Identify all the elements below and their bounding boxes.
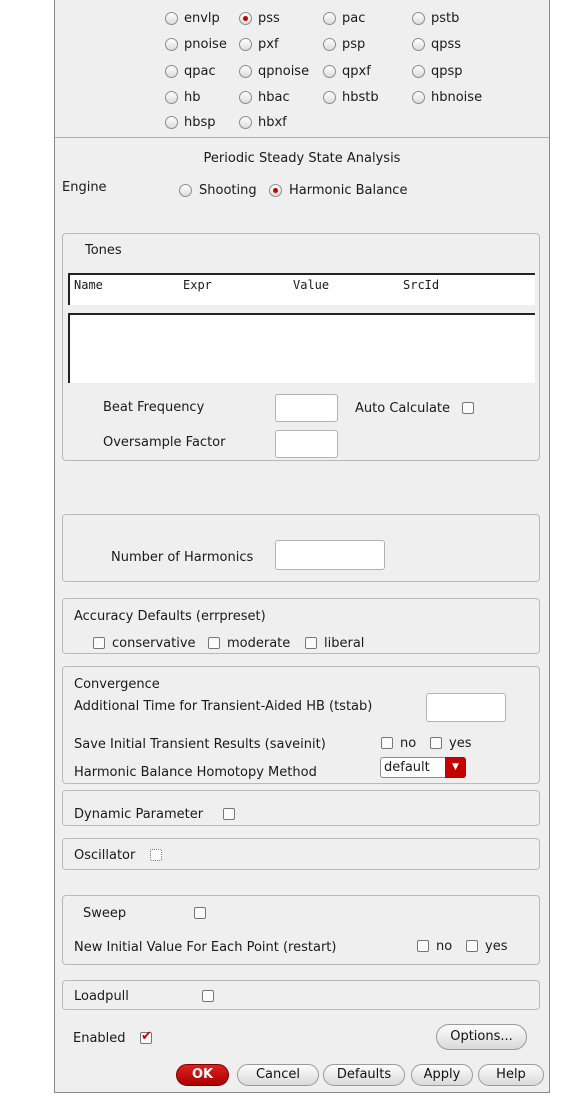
column-srcid: SrcId [403, 278, 440, 292]
beat-frequency-label: Beat Frequency [103, 400, 205, 415]
analysis-label-qpsp[interactable]: qpsp [431, 64, 463, 79]
analysis-radio-envlp[interactable] [165, 12, 178, 25]
analysis-label-hbxf[interactable]: hbxf [258, 115, 287, 130]
auto-calculate-label: Auto Calculate [355, 401, 451, 416]
convergence-title: Convergence [74, 677, 160, 692]
analysis-radio-pac[interactable] [323, 12, 336, 25]
analysis-label-qpxf[interactable]: qpxf [342, 64, 371, 79]
analysis-radio-pss[interactable] [239, 12, 252, 25]
homotopy-method-value: default [384, 760, 430, 775]
liberal-checkbox[interactable] [305, 637, 317, 649]
sweep-label: Sweep [83, 906, 127, 921]
saveinit-no-label: no [400, 736, 417, 751]
defaults-button[interactable]: Defaults [323, 1064, 405, 1086]
analysis-label-hbstb[interactable]: hbstb [342, 90, 379, 105]
liberal-label: liberal [324, 636, 365, 651]
analysis-label-pss[interactable]: pss [258, 11, 280, 26]
restart-yes-label: yes [485, 939, 508, 954]
analysis-radio-hb[interactable] [165, 91, 178, 104]
harmonics-group [62, 514, 540, 582]
saveinit-label: Save Initial Transient Results (saveinit) [74, 737, 326, 752]
enabled-checkbox[interactable] [140, 1032, 152, 1044]
restart-no-checkbox[interactable] [417, 940, 429, 952]
restart-label: New Initial Value For Each Point (restart) [74, 940, 337, 955]
conservative-label: conservative [112, 636, 196, 651]
tones-title: Tones [85, 243, 122, 258]
oscillator-checkbox[interactable] [150, 849, 162, 861]
oscillator-label: Oscillator [74, 848, 136, 863]
analysis-label-pac[interactable]: pac [342, 11, 366, 26]
analysis-radio-qpss[interactable] [412, 38, 425, 51]
analysis-label-hbsp[interactable]: hbsp [184, 115, 216, 130]
analysis-radio-hbsp[interactable] [165, 116, 178, 129]
analysis-radio-hbnoise[interactable] [412, 91, 425, 104]
oversample-factor-label: Oversample Factor [103, 435, 226, 450]
accuracy-title: Accuracy Defaults (errpreset) [74, 609, 266, 624]
analysis-label-qpss[interactable]: qpss [431, 37, 462, 52]
restart-yes-checkbox[interactable] [466, 940, 478, 952]
moderate-label: moderate [227, 636, 291, 651]
loadpull-label: Loadpull [74, 989, 129, 1004]
column-expr: Expr [183, 278, 212, 292]
dynamic-parameter-checkbox[interactable] [223, 808, 235, 820]
analysis-radio-hbac[interactable] [239, 91, 252, 104]
tstab-label: Additional Time for Transient-Aided HB (tstab) [74, 699, 373, 714]
tones-table-header [68, 273, 535, 305]
analysis-radio-qpsp[interactable] [412, 65, 425, 78]
analysis-label-psp[interactable]: psp [342, 37, 366, 52]
analysis-radio-hbxf[interactable] [239, 116, 252, 129]
convergence-group [62, 666, 540, 784]
analysis-radio-qpac[interactable] [165, 65, 178, 78]
analysis-radio-qpxf[interactable] [323, 65, 336, 78]
options-button[interactable]: Options... [436, 1024, 527, 1050]
separator [55, 137, 549, 138]
analysis-radio-pstb[interactable] [412, 12, 425, 25]
analysis-radio-pnoise[interactable] [165, 38, 178, 51]
column-value: Value [293, 278, 330, 292]
loadpull-group [62, 980, 540, 1010]
help-button[interactable]: Help [478, 1064, 544, 1086]
engine-shooting-radio[interactable] [179, 184, 192, 197]
homotopy-method-label: Harmonic Balance Homotopy Method [74, 765, 317, 780]
tones-group [62, 233, 540, 461]
homotopy-method-select[interactable] [380, 757, 466, 778]
saveinit-yes-label: yes [449, 736, 472, 751]
engine-shooting-label[interactable]: Shooting [199, 183, 257, 198]
saveinit-yes-checkbox[interactable] [430, 737, 442, 749]
analysis-label-hbnoise[interactable]: hbnoise [431, 90, 483, 105]
analysis-radio-psp[interactable] [323, 38, 336, 51]
number-of-harmonics-label: Number of Harmonics [111, 550, 254, 565]
analysis-label-envlp[interactable]: envlp [184, 11, 220, 26]
tstab-input[interactable] [426, 693, 506, 722]
pss-analysis-dialog [54, 0, 550, 1093]
analysis-radio-pxf[interactable] [239, 38, 252, 51]
analysis-label-pnoise[interactable]: pnoise [184, 37, 227, 52]
analysis-label-qpac[interactable]: qpac [184, 64, 216, 79]
engine-harmonic-balance-radio[interactable] [269, 184, 282, 197]
conservative-checkbox[interactable] [93, 637, 105, 649]
moderate-checkbox[interactable] [208, 637, 220, 649]
apply-button[interactable]: Apply [411, 1064, 473, 1086]
dynamic-parameter-label: Dynamic Parameter [74, 807, 204, 822]
enabled-label: Enabled [73, 1031, 126, 1046]
auto-calculate-checkbox[interactable] [462, 402, 474, 414]
restart-no-label: no [436, 939, 453, 954]
cancel-button[interactable]: Cancel [237, 1064, 319, 1086]
accuracy-group [62, 598, 540, 654]
oscillator-group [62, 838, 540, 870]
chevron-down-icon[interactable]: ▼ [445, 757, 466, 778]
section-title: Periodic Steady State Analysis [203, 151, 401, 166]
number-of-harmonics-input[interactable] [275, 540, 385, 570]
analysis-radio-hbstb[interactable] [323, 91, 336, 104]
column-name: Name [74, 278, 103, 292]
analysis-label-pstb[interactable]: pstb [431, 11, 460, 26]
sweep-checkbox[interactable] [194, 907, 206, 919]
analysis-label-hbac[interactable]: hbac [258, 90, 290, 105]
saveinit-no-checkbox[interactable] [381, 737, 393, 749]
beat-frequency-input[interactable] [275, 394, 338, 422]
engine-harmonic-balance-label[interactable]: Harmonic Balance [289, 183, 408, 198]
analysis-label-qpnoise[interactable]: qpnoise [258, 64, 310, 79]
ok-button[interactable]: OK [176, 1064, 229, 1086]
sweep-group [62, 895, 540, 965]
oversample-factor-input[interactable] [275, 430, 338, 458]
tones-table-body[interactable] [68, 313, 535, 383]
analysis-label-pxf[interactable]: pxf [258, 37, 279, 52]
loadpull-checkbox[interactable] [202, 990, 214, 1002]
analysis-label-hb[interactable]: hb [184, 90, 201, 105]
dynamic-parameter-group [62, 790, 540, 826]
analysis-radio-qpnoise[interactable] [239, 65, 252, 78]
engine-label: Engine [62, 180, 107, 195]
